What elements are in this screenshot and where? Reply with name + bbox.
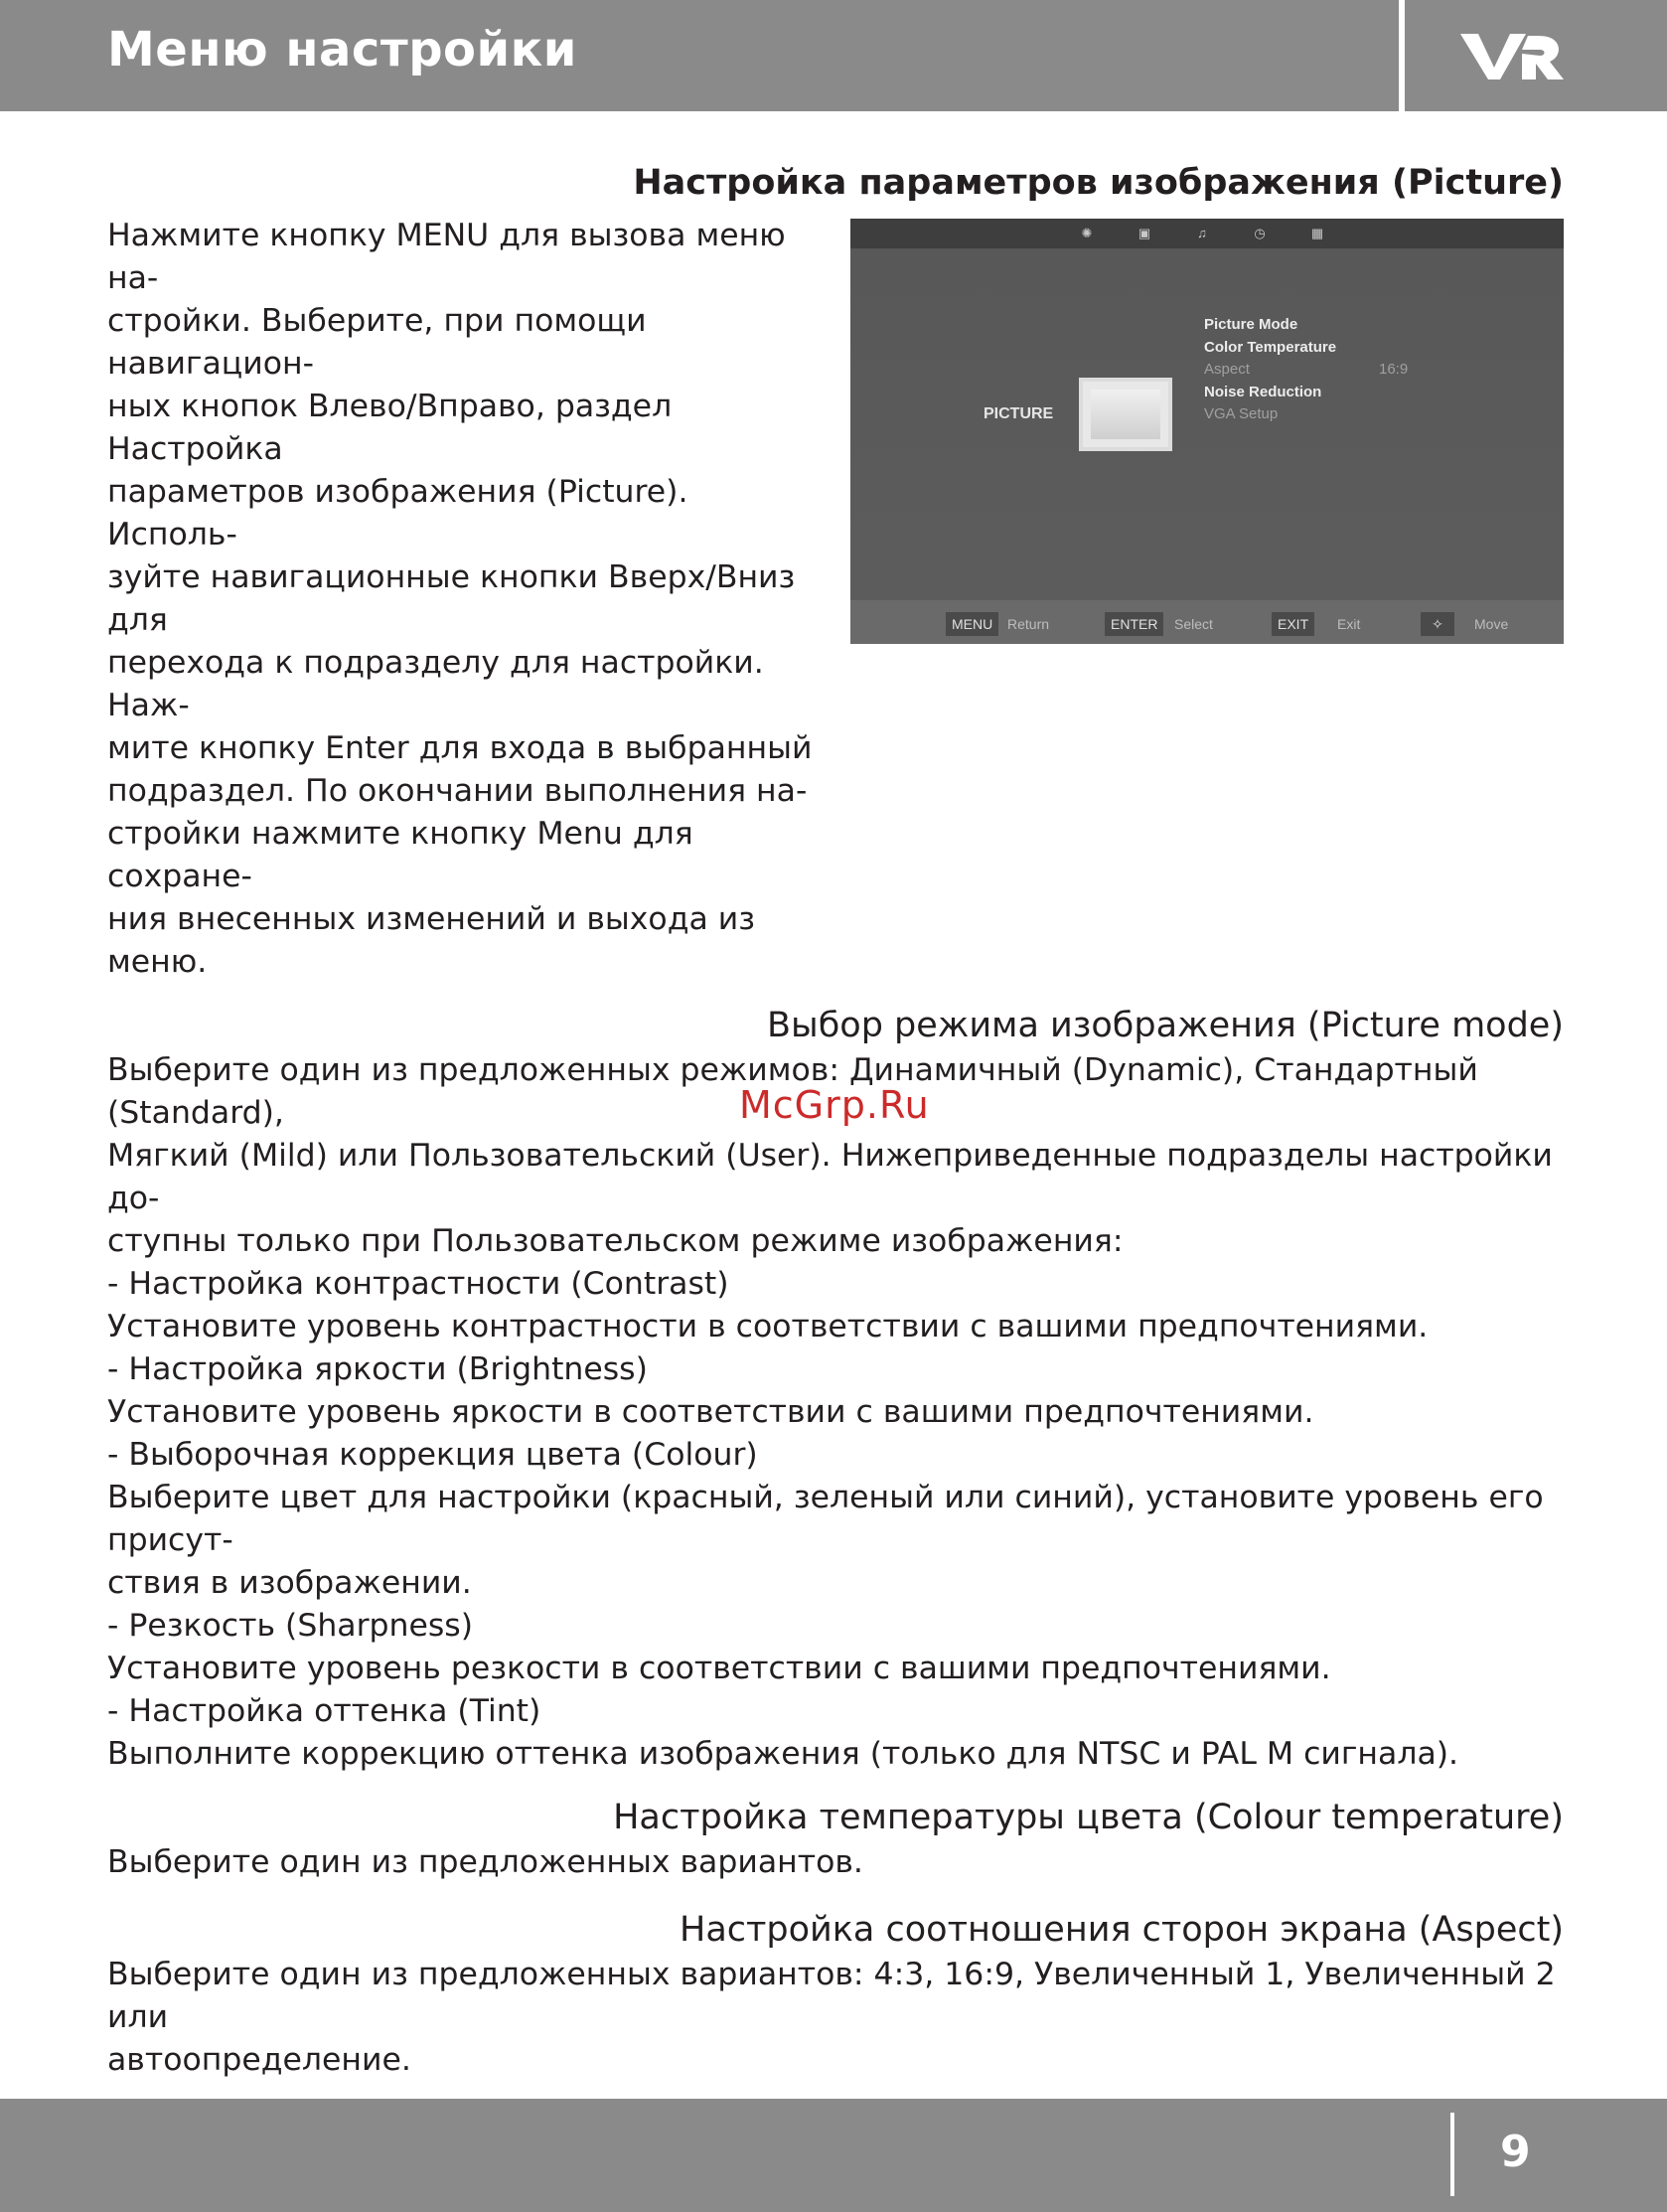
colour-temperature-text: Выберите один из предложенных вариантов. bbox=[107, 1844, 863, 1880]
picture-intro-block bbox=[107, 215, 1564, 984]
intro-line: параметров изображения (Picture). Исполь- bbox=[107, 474, 688, 553]
body-line: Выберите один из предложенных режимов: Динамичный (Dynamic), Стандартный (Standard), bbox=[107, 1052, 1478, 1131]
vr-logo bbox=[1456, 28, 1566, 83]
enter-key: ENTER bbox=[1105, 612, 1163, 636]
intro-line: стройки нажмите кнопку Menu для сохране- bbox=[107, 816, 693, 894]
osd-menu-item-color-temperature[interactable]: Color Temperature bbox=[1204, 338, 1337, 356]
heading-picture-mode: Выбор режима изображения (Picture mode) bbox=[767, 1006, 1564, 1045]
watermark: McGrp.Ru bbox=[739, 1083, 930, 1127]
header-divider bbox=[1399, 0, 1405, 111]
picture-intro-text bbox=[107, 215, 815, 984]
page-footer bbox=[0, 2099, 1667, 2212]
osd-key-hints bbox=[850, 600, 1564, 644]
intro-line: подраздел. По окончании выполнения на- bbox=[107, 773, 808, 809]
heading-picture: Настройка параметров изображения (Picture) bbox=[633, 163, 1564, 203]
tv-osd-screenshot bbox=[850, 219, 1564, 644]
page-title: Меню настройки bbox=[107, 22, 577, 78]
intro-line: мите кнопку Enter для входа в выбранный bbox=[107, 730, 813, 766]
body-line: - Настройка яркости (Brightness) bbox=[107, 1351, 648, 1387]
body-line: ствия в изображении. bbox=[107, 1565, 472, 1601]
page-header bbox=[0, 0, 1667, 111]
body-line: Выберите цвет для настройки (красный, зеленый или синий), установите уровень его присут- bbox=[107, 1480, 1544, 1558]
lock-icon: ▦ bbox=[1310, 226, 1324, 240]
footer-divider bbox=[1450, 2113, 1454, 2196]
osd-menu-item-vga-setup[interactable]: VGA Setup bbox=[1204, 405, 1279, 422]
body-line: Выполните коррекцию оттенка изображения (только для NTSC и PAL M сигнала). bbox=[107, 1736, 1459, 1772]
body-line: Установите уровень резкости в соответствии с вашими предпочтениями. bbox=[107, 1651, 1331, 1686]
menu-key-hint: Return bbox=[1007, 616, 1050, 632]
aspect-value: 16:9 bbox=[1379, 361, 1409, 378]
picture-frame-icon bbox=[1079, 378, 1172, 451]
music-note-icon: ♫ bbox=[1197, 226, 1207, 240]
osd-menu-item-noise-reduction[interactable]: Noise Reduction bbox=[1204, 383, 1322, 400]
move-hint: Move bbox=[1474, 616, 1509, 632]
body-line: - Резкость (Sharpness) bbox=[107, 1608, 474, 1644]
heading-colour-temperature: Настройка температуры цвета (Colour temperature) bbox=[613, 1798, 1564, 1837]
intro-line: стройки. Выберите, при помощи навигацион- bbox=[107, 303, 647, 382]
enter-key-hint: Select bbox=[1174, 616, 1213, 632]
osd-section-label: PICTURE bbox=[984, 405, 1054, 422]
body-line: ступны только при Пользовательском режиме изображения: bbox=[107, 1223, 1124, 1259]
body-line: Установите уровень контрастности в соответствии с вашими предпочтениями. bbox=[107, 1309, 1429, 1344]
body-line: - Настройка оттенка (Tint) bbox=[107, 1693, 541, 1729]
exit-key: EXIT bbox=[1272, 612, 1314, 636]
osd-menu-list bbox=[1204, 314, 1409, 426]
osd-menu-item-aspect[interactable]: Aspect 16:9 bbox=[1204, 359, 1336, 382]
intro-line: Нажмите кнопку MENU для вызова меню на- bbox=[107, 218, 786, 296]
menu-key: MENU bbox=[946, 612, 998, 636]
intro-line: ных кнопок Влево/Вправо, раздел Настройка bbox=[107, 389, 673, 467]
navigation-arrows-icon: ✧ bbox=[1421, 612, 1454, 636]
picture-mode-body bbox=[107, 1049, 1564, 1776]
intro-line: перехода к подразделу для настройки. Наж- bbox=[107, 645, 764, 723]
body-line: Мягкий (Mild) или Пользовательский (User). Нижеприведенные подразделы настройки до- bbox=[107, 1138, 1553, 1216]
intro-line: зуйте навигационные кнопки Вверх/Вниз для bbox=[107, 559, 796, 638]
aspect-line: автоопределение. bbox=[107, 2042, 411, 2078]
picture-tab-icon: ▣ bbox=[1137, 226, 1151, 240]
osd-tab-bar bbox=[850, 219, 1564, 248]
osd-menu-item-picture-mode[interactable]: Picture Mode bbox=[1204, 316, 1298, 333]
page-number: 9 bbox=[1500, 2127, 1531, 2177]
body-line: Установите уровень яркости в соответствии с вашими предпочтениями. bbox=[107, 1394, 1314, 1430]
page-content bbox=[107, 159, 1564, 2186]
body-line: - Настройка контрастности (Contrast) bbox=[107, 1266, 729, 1302]
gear-icon: ✺ bbox=[1081, 226, 1093, 240]
heading-aspect: Настройка соотношения сторон экрана (Aspect) bbox=[680, 1910, 1564, 1950]
intro-line: ния внесенных изменений и выхода из меню. bbox=[107, 901, 756, 980]
clock-icon: ◷ bbox=[1254, 226, 1266, 240]
aspect-line: Выберите один из предложенных вариантов: 4:3, 16:9, Увеличенный 1, Увеличенный 2 или bbox=[107, 1957, 1556, 2035]
body-line: - Выборочная коррекция цвета (Colour) bbox=[107, 1437, 758, 1473]
exit-key-hint: Exit bbox=[1337, 616, 1361, 632]
